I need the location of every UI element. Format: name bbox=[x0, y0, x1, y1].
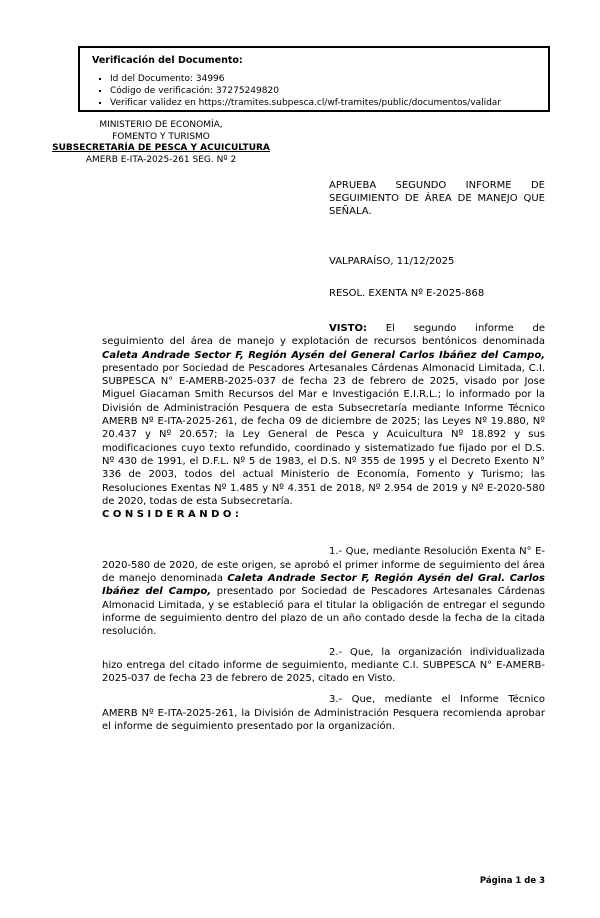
resolution-number: RESOL. EXENTA Nº E-2025-868 bbox=[329, 288, 485, 299]
document-reference: AMERB E-ITA-2025-261 SEG. Nº 2 bbox=[85, 154, 237, 165]
considerando-heading: CONSIDERANDO: bbox=[102, 509, 243, 521]
considerando-paragraph-1 bbox=[102, 545, 545, 638]
subsecretaria-name: SUBSECRETARÍA DE PESCA Y ACUICULTURA bbox=[52, 143, 270, 153]
paragraph1-post-text: presentado por Sociedad de Pescadores Artesanales Cárdenas Almonacid Limitada, y se estableció para el titular la obligación de entregar el segundo informe de seguimiento dentro del plazo de un año contado desde la fecha de la citada resolución. bbox=[102, 586, 545, 638]
letterhead bbox=[28, 120, 294, 166]
verification-item-url: ▪ Verificar validez en https://tramites.subpesca.cl/wf-tramites/public/documentos/validar bbox=[110, 97, 538, 109]
considerando-paragraph-2: 2.- Que, la organización individualizada hizo entrega del citado informe de seguimiento, mediante C.I. SUBPESCA N° E-AMERB-2025-037 de fecha 23 de febrero de 2025, citado en Visto. bbox=[102, 646, 545, 685]
visto-rest-text: presentado por Sociedad de Pescadores Artesanales Cárdenas Almonacid Limitada, C.I. SUBPESCA N° E-AMERB-2025-037 de fecha 23 de febrero de 2025, visado por Jose Miguel Giacaman Smith Recursos del Mar e Investigación E.I.R.L.; lo informado por la División de Administración Pesquera de esta Subsecretaría mediante Informe Técnico AMERB Nº E-ITA-2025-261, de fecha 09 de diciembre de 2025; las Leyes Nº 19.880, Nº 20.437 y Nº 20.657; la Ley General de Pesca y Acuicultura Nº 18.892 y sus modificaciones cuyo texto refundido, coordinado y sistematizado fue fijado por el D.S. Nº 430 de 1991, el D.F.L. Nº 5 de 1983, el D.S. Nº 355 de 1995 y el Decreto Exento N° 336 de 2003, todos del actual Ministerio de Economía, Fomento y Turismo; las Resoluciones Exentas Nº 1.485 y Nº 4.351 de 2018, Nº 2.954 de 2019 y Nº E-2020-580 de 2020, todas de esta Subsecretaría. bbox=[102, 362, 545, 507]
ministry-name-line1: MINISTERIO DE ECONOMÍA, bbox=[99, 120, 223, 130]
verification-title: Verificación del Documento: bbox=[92, 55, 243, 66]
visto-intro-text: El segundo informe de seguimiento del área de manejo y explotación de recursos bentónicos denominada bbox=[102, 323, 545, 348]
place-date: VALPARAÍSO, 11/12/2025 bbox=[329, 256, 455, 267]
verification-list bbox=[92, 73, 538, 109]
visto-area-name: Caleta Andrade Sector F, Región Aysén del General Carlos Ibáñez del Campo, bbox=[102, 349, 545, 361]
resolution-subject: APRUEBA SEGUNDO INFORME DE SEGUIMIENTO DE ÁREA DE MANEJO QUE SEÑALA. bbox=[329, 180, 545, 217]
verification-item-document-id: ▪ Id del Documento: 34996 bbox=[110, 73, 538, 85]
resolution-body bbox=[102, 322, 545, 733]
paragraph1-pre-text: 1.- Que, mediante Resolución Exenta N° E-2020-580 de 2020, de este origen, se aprobó el primer informe de seguimiento del área de manejo denominada bbox=[102, 546, 545, 585]
verification-box bbox=[78, 46, 550, 112]
paragraph1-area-name: Caleta Andrade Sector F, Región Aysén del Gral. Carlos Ibáñez del Campo, bbox=[102, 573, 545, 598]
visto-paragraph bbox=[102, 322, 545, 508]
page-number: Página 1 de 3 bbox=[479, 876, 545, 886]
page-footer bbox=[102, 876, 545, 886]
visto-label: VISTO: bbox=[329, 323, 367, 334]
ministry-name-line2: FOMENTO Y TURISMO bbox=[112, 131, 210, 142]
title-block bbox=[329, 179, 545, 300]
considerando-paragraph-3: 3.- Que, mediante el Informe Técnico AMERB Nº E-ITA-2025-261, la División de Administración Pesquera recomienda aprobar el informe de seguimiento presentado por la organización. bbox=[102, 694, 545, 733]
verification-item-code: ▪ Código de verificación: 37275249820 bbox=[110, 85, 538, 97]
